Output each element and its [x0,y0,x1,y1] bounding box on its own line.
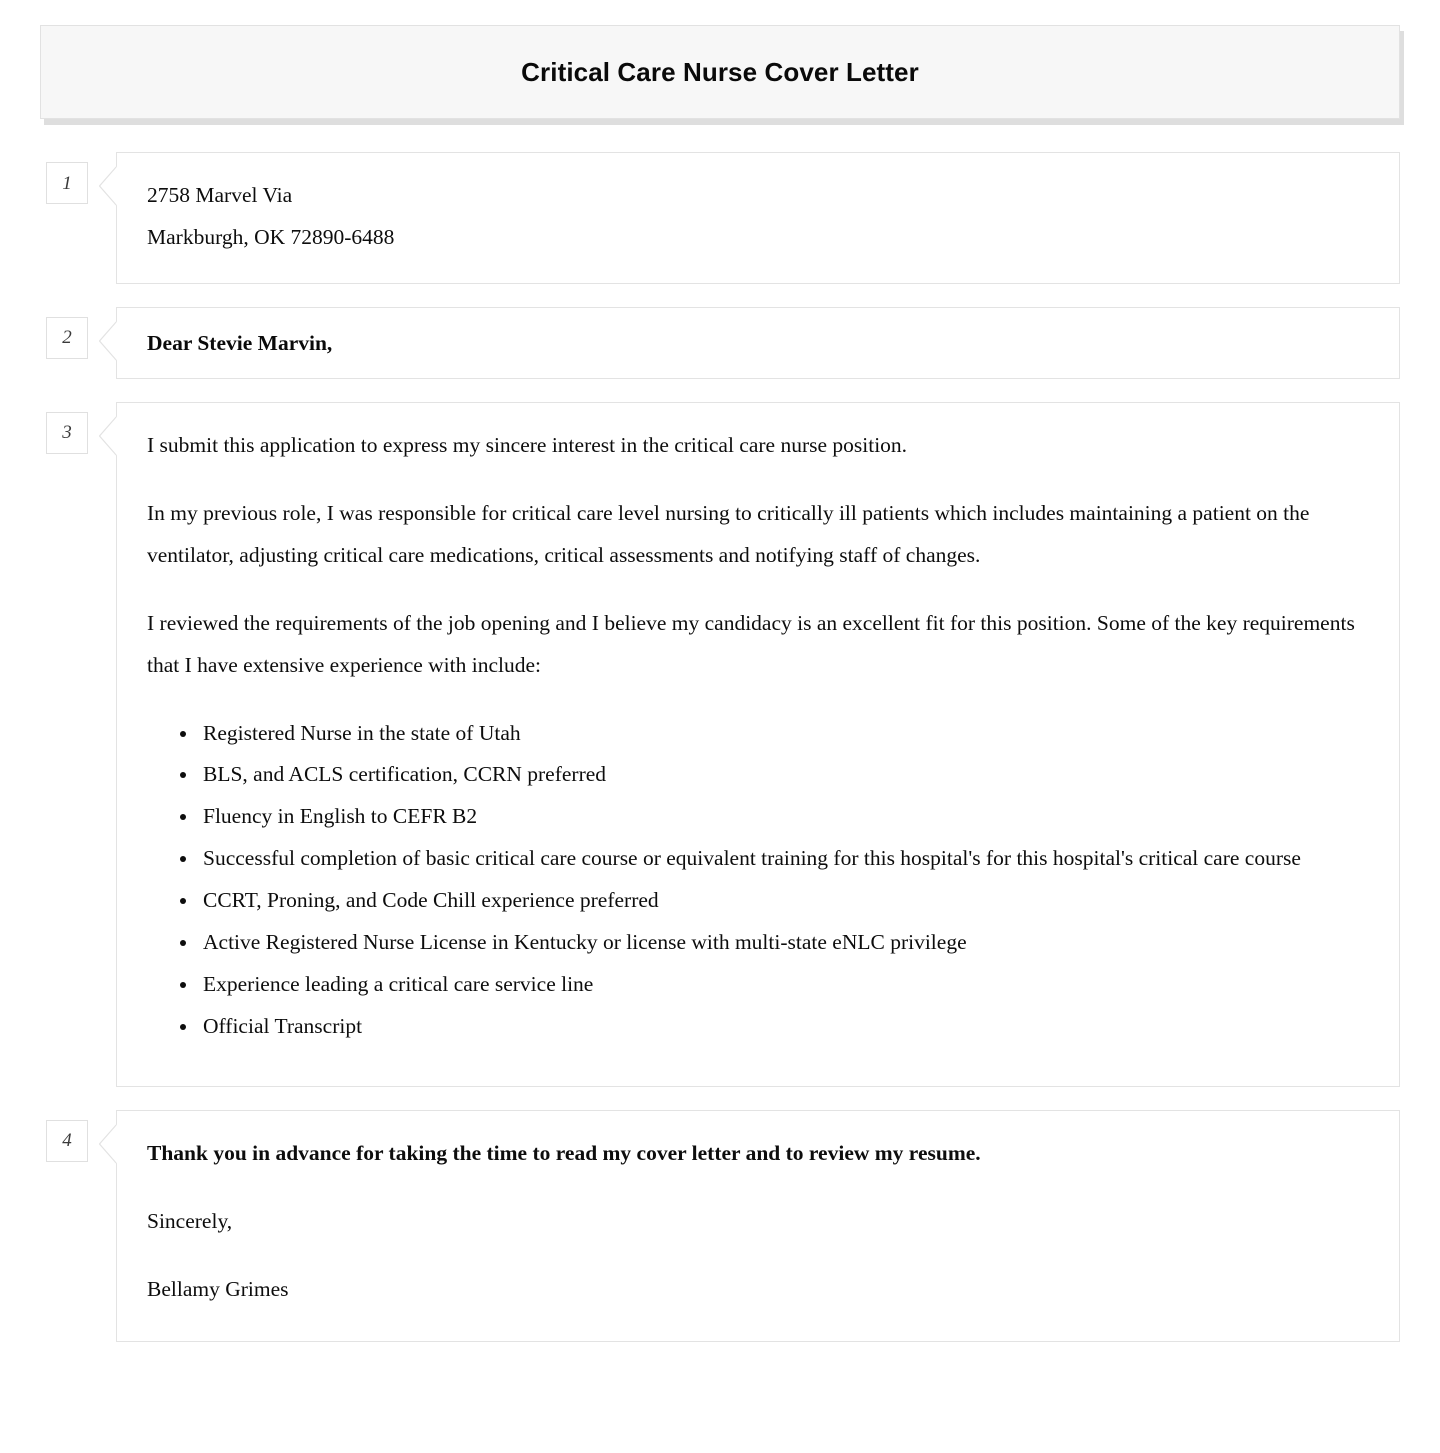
bubble-notch-icon [99,1124,117,1164]
salutation-block [117,307,1400,379]
list-item: • BLS, and ACLS certification, CCRN preferred [199,754,1369,796]
section-number-badge-2: 2 [46,317,88,359]
page-title: Critical Care Nurse Cover Letter [521,56,919,87]
address-block [117,152,1400,284]
body-paragraph-1: I submit this application to express my sincere interest in the critical care nurse position. [147,432,908,457]
section-number-badge-4: 4 [46,1120,88,1162]
closing-signoff: Sincerely, [147,1208,233,1233]
bubble-notch-icon [99,416,117,456]
section-body [0,402,1440,1087]
list-item: • CCRT, Proning, and Code Chill experience preferred [199,880,1369,922]
body-block [117,402,1400,1087]
list-item: • Registered Nurse in the state of Utah [199,713,1369,755]
address-line-1: 2758 Marvel Via [147,183,293,207]
bubble-notch-icon [99,166,117,206]
section-number-badge-3: 3 [46,412,88,454]
list-item: • Experience leading a critical care service line [199,964,1369,1006]
address-line-2: Markburgh, OK 72890-6488 [147,224,395,249]
body-paragraph-3: I reviewed the requirements of the job opening and I believe my candidacy is an excellent fit for this position. Some of the key requirements that I have extensive experience with include: [147,610,1355,677]
document-header [40,25,1400,119]
list-item: • Fluency in English to CEFR B2 [199,796,1369,838]
requirements-list [147,713,1369,1048]
sections-container [0,152,1440,1365]
list-item: • Official Transcript [199,1006,1369,1048]
section-closing [0,1110,1440,1342]
bubble-notch-icon [99,321,117,361]
list-item: • Successful completion of basic critical care course or equivalent training for this hospital's for this hospital's critical care course [199,838,1369,880]
closing-thanks: Thank you in advance for taking the time to read my cover letter and to review my resume. [147,1140,981,1165]
section-address [0,152,1440,284]
body-paragraph-2: In my previous role, I was responsible for critical care level nursing to critically ill patients which includes maintaining a patient on the ventilator, adjusting critical care medications, critical assessments and notifying staff of changes. [147,500,1310,567]
section-number-badge-1: 1 [46,162,88,204]
closing-block [117,1110,1400,1342]
list-item: • Active Registered Nurse License in Kentucky or license with multi-state eNLC privilege [199,922,1369,964]
section-salutation [0,307,1440,379]
salutation-text: Dear Stevie Marvin, [147,330,333,355]
closing-signature: Bellamy Grimes [147,1276,289,1301]
